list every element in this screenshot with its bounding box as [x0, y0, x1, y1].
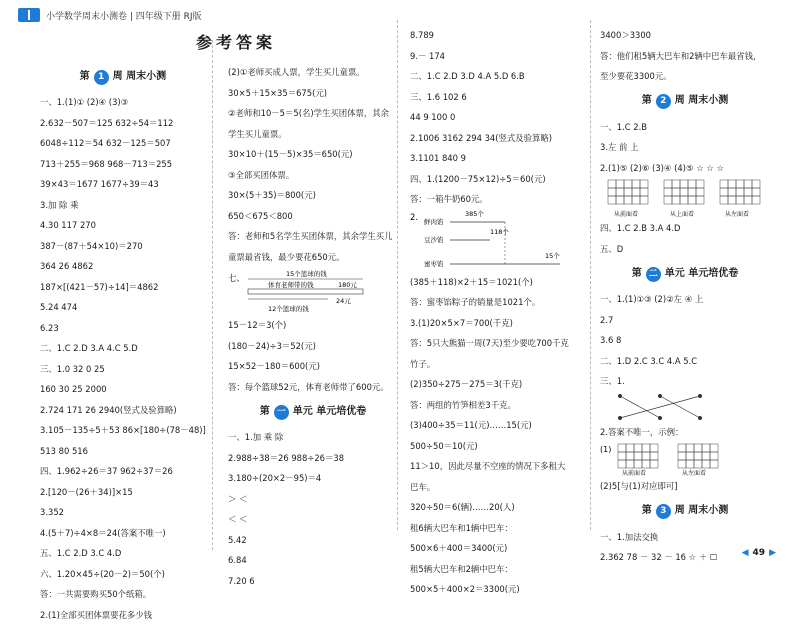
grid-cell — [632, 188, 640, 196]
grid-cell — [752, 180, 760, 188]
grid-cell — [626, 444, 634, 452]
svg-text:(1): (1) — [600, 445, 611, 454]
answer-line: 187×[(421－57)÷14]＝4862 — [40, 277, 206, 298]
grid-cell — [744, 180, 752, 188]
answer-line: 9.－ 174 — [410, 46, 580, 67]
answer-line: 一、1.加 乘 除 — [228, 427, 398, 448]
grid-cell — [710, 444, 718, 452]
grid-cell — [672, 196, 680, 204]
matching-lines-diagram — [600, 392, 770, 422]
grid-cell — [664, 188, 672, 196]
answer-line: 2.1006 3162 294 34(竖式及验算略) — [410, 128, 580, 149]
answer-line: 六、1.20×45÷(20－2)＝50(个) — [40, 564, 206, 585]
answer-line: 3.(1)20×5×7＝700(千克) — [410, 313, 580, 334]
grid-cell — [634, 452, 642, 460]
answer-line: 15－12＝3(个) — [228, 315, 398, 336]
week-badge: 3 — [656, 504, 671, 519]
answer-line: 15×52－180＝600(元) — [228, 356, 398, 377]
book-icon — [18, 8, 40, 22]
answer-line: 2.[120－(26＋34)]×15 — [40, 482, 206, 503]
answer-line: 至少要花3300元。 — [600, 66, 770, 87]
svg-text:从左面看: 从左面看 — [682, 469, 706, 476]
answer-line: 答：他们租5辆大巴车和2辆中巴车最省钱， — [600, 46, 770, 67]
answer-line: 513 80 516 — [40, 441, 206, 462]
answer-line: 2.988÷38＝26 988÷26＝38 — [228, 448, 398, 469]
grid-cell — [640, 188, 648, 196]
answer-line: 6048÷112＝54 632－125＝507 — [40, 133, 206, 154]
section-heading: 第 1 周 周末小测 — [40, 64, 206, 90]
answer-line: 5.24 474 — [40, 297, 206, 318]
grid-cell — [702, 452, 710, 460]
grid-cell — [608, 180, 616, 188]
grid-cell — [720, 196, 728, 204]
answer-line: 五、D — [600, 239, 770, 260]
answer-line: 3.1101 840 9 — [410, 148, 580, 169]
answer-line: 二、1.C 2.D 3.A 4.C 5.D — [40, 338, 206, 359]
answer-line: 30×5＋15×35＝675(元) — [228, 83, 398, 104]
diagram-mid-label: 体育老师带的钱 — [268, 280, 314, 289]
grid-cell — [650, 460, 658, 468]
answer-line: 6.84 — [228, 550, 398, 571]
series-title: 小学数学周末小测卷 | 四年级下册 RJ版 — [46, 9, 202, 22]
answer-line: 一、1.加法交换 — [600, 527, 770, 548]
answer-line: 四、1.962÷26＝37 962÷37＝26 — [40, 461, 206, 482]
answer-line: 答：老师和5名学生买团体票，其余学生买儿 — [228, 226, 398, 247]
svg-text:从上面看: 从上面看 — [670, 210, 694, 218]
column-4 — [600, 25, 770, 568]
column-1 — [40, 62, 206, 625]
views-grid-diagram-2 — [600, 442, 770, 476]
answer-line: 四、1.C 2.B 3.A 4.D — [600, 218, 770, 239]
grid-cell — [678, 452, 686, 460]
diagram-amount-2: 24元 — [336, 297, 351, 305]
answer-line: 713＋255＝968 968－713＝255 — [40, 154, 206, 175]
answer-line: (2)5[与(1)对应即可] — [600, 476, 770, 497]
dumpling-bar-diagram — [410, 210, 580, 272]
answer-line: 答：5只大熊猫一周(7天)至少要吃700千克 — [410, 333, 580, 354]
svg-text:2.: 2. — [410, 212, 418, 222]
answer-line: 3.105－135÷5＋53 86×[180÷(78－48)] — [40, 420, 206, 441]
answer-line: 5.42 — [228, 530, 398, 551]
answer-line: 3.352 — [40, 502, 206, 523]
answer-line: 320÷50＝6(辆)……20(人) — [410, 497, 580, 518]
grid-cell — [688, 180, 696, 188]
grid-cell — [736, 196, 744, 204]
basketball-diagram — [228, 267, 398, 315]
grid-cell — [608, 188, 616, 196]
grid-cell — [640, 196, 648, 204]
grid-cell — [752, 196, 760, 204]
grid-cell — [624, 180, 632, 188]
answer-line: ③全部买团体票。 — [228, 165, 398, 186]
answer-line: 500×5＋400×2＝3300(元) — [410, 579, 580, 600]
grid-cell — [694, 452, 702, 460]
page-number: 49 — [753, 548, 766, 558]
answer-line: 3.180÷(20×2－95)＝4 — [228, 468, 398, 489]
answer-line: 364 26 4862 — [40, 256, 206, 277]
answer-line: 租5辆大巴车和2辆中巴车： — [410, 559, 580, 580]
grid-cell — [694, 460, 702, 468]
column-divider — [397, 20, 398, 530]
grid-cell — [728, 196, 736, 204]
row-label-2: 豆沙馅 — [424, 235, 444, 244]
answer-line: 3.6 8 — [600, 330, 770, 351]
grid-cell — [720, 180, 728, 188]
answer-line: 四、1.(1200－75×12)÷5＝60(元) — [410, 169, 580, 190]
grid-cell — [702, 460, 710, 468]
answer-line: 44 9 100 0 — [410, 107, 580, 128]
grid-cell — [678, 460, 686, 468]
next-arrow-icon: ▶ — [769, 548, 776, 558]
question-number: 七、 — [228, 273, 245, 283]
answer-line: 一、1.C 2.B — [600, 117, 770, 138]
section-heading: 第 二 单元 单元培优卷 — [600, 261, 770, 287]
grid-cell — [640, 180, 648, 188]
answer-line: (2)350÷275－275＝3(千克) — [410, 374, 580, 395]
grid-cell — [686, 444, 694, 452]
answer-line: 二、1.C 2.D 3.D 4.A 5.D 6.B — [410, 66, 580, 87]
answer-line: 30×10＋(15－5)×35＝650(元) — [228, 144, 398, 165]
column-3 — [410, 25, 580, 600]
shape-answers: 2.(1)⑤ (2)⑥ (3)④ (4)⑤ ☆ ☆ ☆ — [600, 158, 770, 179]
grid-cell — [634, 444, 642, 452]
page-footer — [742, 548, 776, 558]
grid-cell — [688, 188, 696, 196]
answer-line: 答：一箱牛奶60元。 — [410, 189, 580, 210]
grid-cell — [650, 452, 658, 460]
answer-line: 三、1. — [600, 371, 770, 392]
answer-line: 3.左 前 上 — [600, 137, 770, 158]
grid-cell — [616, 188, 624, 196]
page-title: 参考答案 — [196, 30, 276, 53]
grid-cell — [680, 188, 688, 196]
grid-cell — [626, 460, 634, 468]
answer-line: 竹子。 — [410, 354, 580, 375]
grid-cell — [632, 196, 640, 204]
prev-arrow-icon: ◀ — [742, 548, 749, 558]
grid-cell — [624, 196, 632, 204]
grid-cell — [686, 460, 694, 468]
grid-cell — [618, 460, 626, 468]
answer-line: 答：两组的竹笋相差3千克。 — [410, 395, 580, 416]
answer-line: 答：一共需要购买50个纸箱。 — [40, 584, 206, 605]
answer-line: 500÷50＝10(元) — [410, 436, 580, 457]
answer-line: ＞ ＜ — [228, 489, 398, 510]
grid-cell — [650, 444, 658, 452]
answer-line: 2.答案不唯一，示例： — [600, 422, 770, 443]
row-label-3: 蜜枣馅 — [424, 259, 444, 268]
section-heading: 第 3 周 周末小测 — [600, 499, 770, 525]
grid-cell — [728, 188, 736, 196]
column-divider — [212, 40, 213, 550]
value-label-3: 15个 — [545, 251, 560, 260]
answer-line: 童票最省钱，最少要花650元。 — [228, 247, 398, 268]
grid-cell — [728, 180, 736, 188]
answer-line: 三、1.0 32 0 25 — [40, 359, 206, 380]
grid-cell — [680, 180, 688, 188]
answer-line: 6.23 — [40, 318, 206, 339]
grid-cell — [624, 188, 632, 196]
answer-line: 3400＞3300 — [600, 25, 770, 46]
row-label-1: 鲜肉馅 — [424, 217, 444, 226]
grid-cell — [686, 452, 694, 460]
grid-cell — [694, 444, 702, 452]
answer-line: 三、1.6 102 6 — [410, 87, 580, 108]
grid-cell — [672, 180, 680, 188]
value-label-1: 385个 — [465, 210, 484, 218]
grid-cell — [720, 188, 728, 196]
grid-cell — [696, 188, 704, 196]
svg-text:从左面看: 从左面看 — [725, 210, 749, 218]
grid-cell — [688, 196, 696, 204]
answer-line: 160 30 25 2000 — [40, 379, 206, 400]
grid-cell — [642, 452, 650, 460]
answer-line: 8.789 — [410, 25, 580, 46]
answer-line: 2.362 78 － 32 － 16 ☆ ＋ ☐ — [600, 547, 770, 568]
answer-line: 答：蜜枣馅粽子的销量是1021个。 — [410, 292, 580, 313]
svg-text:从前面看: 从前面看 — [614, 210, 638, 218]
grid-cell — [744, 188, 752, 196]
answer-line: 650＜675＜800 — [228, 206, 398, 227]
header-bar — [18, 5, 202, 25]
grid-cell — [672, 188, 680, 196]
grid-cell — [710, 460, 718, 468]
week-badge: 2 — [656, 94, 671, 109]
answer-line: 学生买儿童票。 — [228, 124, 398, 145]
answer-line: 五、1.C 2.D 3.C 4.D — [40, 543, 206, 564]
answer-line: 387－(87＋54×10)＝270 — [40, 236, 206, 257]
unit-badge: 二 — [646, 267, 661, 282]
answer-line: 2.(1)全部买团体票要花多少钱 — [40, 605, 206, 625]
grid-cell — [642, 444, 650, 452]
column-divider — [590, 20, 591, 530]
answer-line: 7.20 6 — [228, 571, 398, 592]
grid-cell — [696, 196, 704, 204]
answer-line: (385＋118)×2＋15＝1021(个) — [410, 272, 580, 293]
grid-cell — [616, 180, 624, 188]
answer-line: 答：每个篮球52元，体育老师带了600元。 — [228, 377, 398, 398]
diagram-bottom-label: 12个篮球的钱 — [268, 304, 309, 313]
answer-line: 500×6＋400＝3400(元) — [410, 538, 580, 559]
grid-cell — [696, 180, 704, 188]
section-heading: 第 2 周 周末小测 — [600, 89, 770, 115]
week-badge: 1 — [94, 70, 109, 85]
views-grid-diagram — [600, 178, 770, 218]
answer-line: 3.加 除 乘 — [40, 195, 206, 216]
answer-line: 39×43＝1677 1677÷39＝43 — [40, 174, 206, 195]
answer-line: ②老师和10－5＝5(名)学生买团体票，其余 — [228, 103, 398, 124]
answer-line: 30×(5＋35)＝800(元) — [228, 185, 398, 206]
grid-cell — [680, 196, 688, 204]
answer-line: 租6辆大巴车和1辆中巴车： — [410, 518, 580, 539]
grid-cell — [632, 180, 640, 188]
column-2 — [228, 62, 398, 591]
answer-line: 2.632－507＝125 632÷54＝112 — [40, 113, 206, 134]
diagram-amount-1: 180元 — [338, 281, 357, 289]
grid-cell — [618, 444, 626, 452]
grid-cell — [618, 452, 626, 460]
value-label-2: 118个 — [490, 227, 509, 236]
answer-line: 二、1.D 2.C 3.C 4.A 5.C — [600, 351, 770, 372]
grid-cell — [608, 196, 616, 204]
answer-line: (3)400÷35＝11(元)……15(元) — [410, 415, 580, 436]
grid-cell — [736, 180, 744, 188]
grid-cell — [736, 188, 744, 196]
answer-line: 2.7 — [600, 310, 770, 331]
grid-cell — [710, 452, 718, 460]
answer-line: 一、1.(1)① (2)④ (3)③ — [40, 92, 206, 113]
answer-line: 4.30 117 270 — [40, 215, 206, 236]
answer-line: (2)①老师买成人票，学生买儿童票。 — [228, 62, 398, 83]
grid-cell — [752, 188, 760, 196]
answer-line: 一、1.(1)①③ (2)②左 ④ 上 — [600, 289, 770, 310]
grid-cell — [744, 196, 752, 204]
grid-cell — [664, 180, 672, 188]
grid-cell — [626, 452, 634, 460]
answer-line: 4.(5＋7)÷4×8＝24(答案不唯一) — [40, 523, 206, 544]
answer-line: 11＞10，因此尽量不空座的情况下多租大 — [410, 456, 580, 477]
grid-cell — [664, 196, 672, 204]
answer-line: 巴车。 — [410, 477, 580, 498]
section-heading: 第 一 单元 单元培优卷 — [228, 399, 398, 425]
answer-line: (180－24)÷3＝52(元) — [228, 336, 398, 357]
answer-line: ＜ ＜ — [228, 509, 398, 530]
diagram-top-label: 15个篮球的钱 — [286, 269, 327, 278]
grid-cell — [678, 444, 686, 452]
grid-cell — [634, 460, 642, 468]
grid-cell — [616, 196, 624, 204]
answer-line: 2.724 171 26 2940(竖式及验算略) — [40, 400, 206, 421]
svg-text:从前面看: 从前面看 — [622, 469, 646, 476]
unit-badge: 一 — [274, 405, 289, 420]
grid-cell — [702, 444, 710, 452]
grid-cell — [642, 460, 650, 468]
